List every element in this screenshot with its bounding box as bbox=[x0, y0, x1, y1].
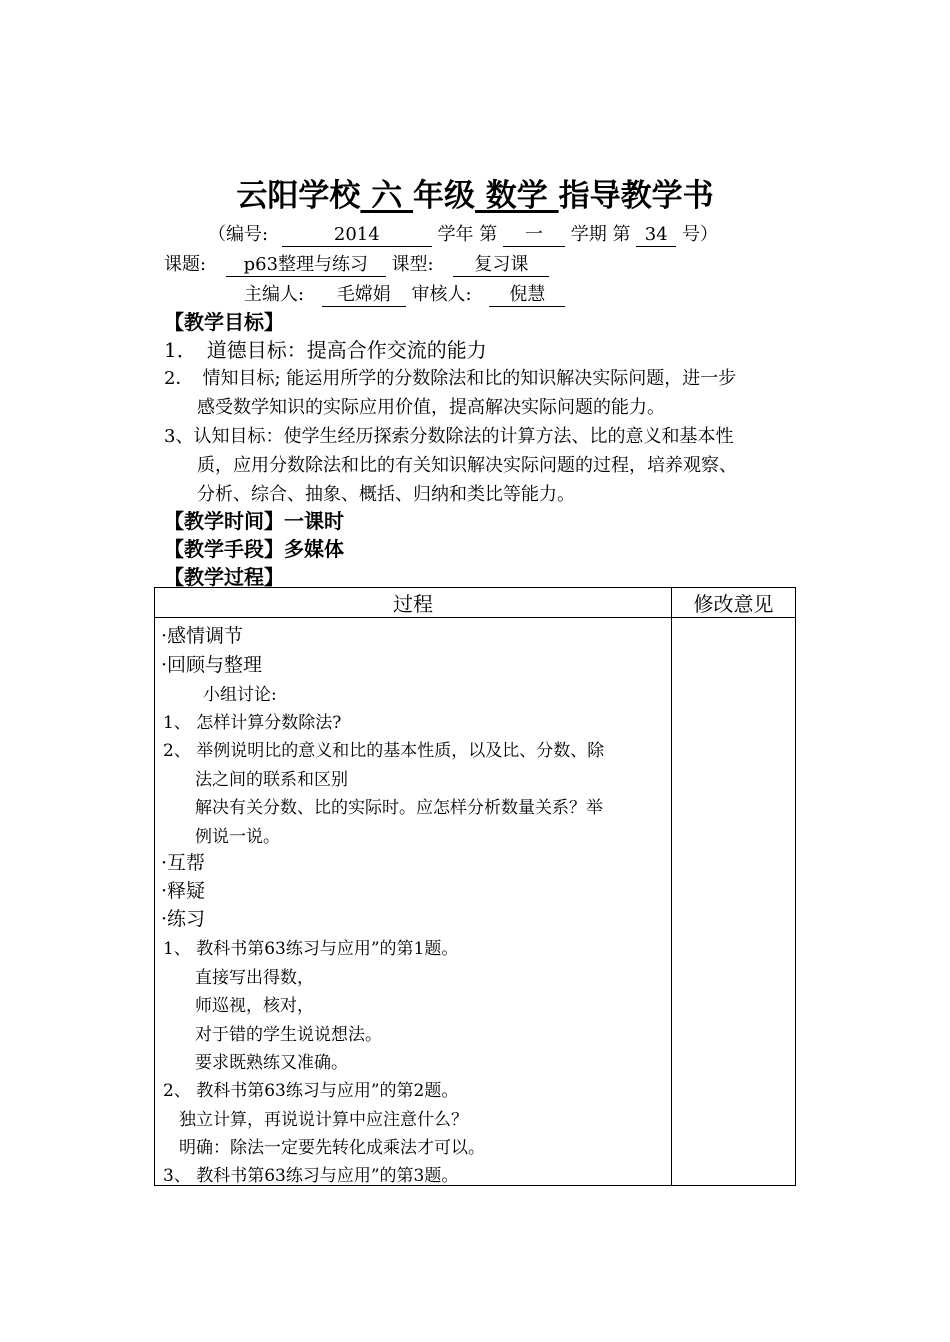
process-heading: 【教学过程】 bbox=[164, 565, 284, 589]
line-ex1-c: 对于错的学生说说想法。 bbox=[195, 1025, 382, 1045]
number-close-label: 号） bbox=[681, 224, 718, 245]
process-table bbox=[154, 587, 796, 1186]
topic-label: 课题: bbox=[164, 254, 207, 275]
goal-item-3-line-3: 分析、综合、抽象、概括、归纳和类比等能力。 bbox=[197, 484, 575, 505]
number-line bbox=[208, 220, 718, 247]
type-label: 课型: bbox=[391, 254, 434, 275]
table-header-row bbox=[155, 588, 796, 618]
topic-value: p63整理与练习 bbox=[226, 254, 386, 277]
number-open-label: （编号: bbox=[208, 224, 269, 245]
title-subject: 数学 bbox=[475, 178, 559, 214]
topic-line bbox=[164, 250, 549, 277]
line-ex3: 3、 教科书第63练习与应用”的第3题。 bbox=[163, 1166, 459, 1186]
line-help: ·互帮 bbox=[161, 852, 206, 874]
table-body-row bbox=[155, 618, 796, 1186]
editor-label: 主编人: bbox=[244, 284, 305, 305]
process-content bbox=[155, 618, 671, 1185]
title-grade-suffix: 年级 bbox=[413, 178, 475, 214]
line-ex2-a: 独立计算，再说说计算中应注意什么？ bbox=[179, 1110, 468, 1130]
year-label: 学年 第 bbox=[437, 224, 498, 245]
line-q2b: 法之间的联系和区别 bbox=[195, 770, 348, 790]
goal-item-3-line-2: 质，应用分数除法和比的有关知识解决实际问题的过程，培养观察、 bbox=[197, 455, 737, 476]
title-school: 云阳学校 bbox=[236, 178, 361, 214]
page-title bbox=[0, 170, 950, 215]
line-group-discuss: 小组讨论: bbox=[203, 685, 277, 705]
goals-heading: 【教学目标】 bbox=[164, 310, 284, 334]
reviewer-label: 审核人: bbox=[411, 284, 472, 305]
line-ex2: 2、 教科书第63练习与应用”的第2题。 bbox=[163, 1081, 459, 1101]
header-comments: 修改意见 bbox=[672, 588, 796, 618]
teaching-time: 【教学时间】一课时 bbox=[164, 509, 344, 533]
line-q3b: 例说一说。 bbox=[195, 827, 280, 847]
process-cell bbox=[155, 618, 672, 1186]
teaching-means: 【教学手段】多媒体 bbox=[164, 537, 344, 561]
line-ex1-b: 师巡视，核对， bbox=[195, 996, 314, 1016]
type-value: 复习课 bbox=[453, 254, 549, 277]
number-value: 34 bbox=[636, 224, 676, 247]
line-ex1-a: 直接写出得数， bbox=[195, 968, 314, 988]
line-emotion: ·感情调节 bbox=[161, 625, 244, 647]
year-value: 2014 bbox=[282, 224, 432, 247]
goal-item-2-line-2: 感受数学知识的实际应用价值，提高解决实际问题的能力。 bbox=[197, 397, 665, 418]
editor-value: 毛嫦娟 bbox=[322, 284, 406, 307]
line-review: ·回顾与整理 bbox=[161, 654, 263, 676]
term-label: 学期 第 bbox=[570, 224, 631, 245]
title-grade: 六 bbox=[360, 178, 413, 214]
line-ex2-b: 明确：除法一定要先转化成乘法才可以。 bbox=[179, 1138, 485, 1158]
header-process: 过程 bbox=[155, 588, 672, 618]
line-q2a: 2、 举例说明比的意义和比的基本性质，以及比、分数、除 bbox=[163, 741, 605, 761]
editor-line bbox=[244, 280, 565, 307]
reviewer-value: 倪慧 bbox=[489, 284, 565, 307]
term-value: 一 bbox=[503, 224, 565, 247]
goal-item-2-line-1: 2． 情知目标; 能运用所学的分数除法和比的知识解决实际问题，进一步 bbox=[164, 368, 737, 389]
line-clarify: ·释疑 bbox=[161, 880, 206, 902]
goal-item-3-line-1: 3、认知目标：使学生经历探索分数除法的计算方法、比的意义和基本性 bbox=[164, 426, 734, 447]
line-practice: ·练习 bbox=[161, 908, 206, 930]
comments-cell bbox=[672, 618, 796, 1186]
line-ex1-d: 要求既熟练又准确。 bbox=[195, 1053, 348, 1073]
line-ex1: 1、 教科书第63练习与应用”的第1题。 bbox=[163, 939, 459, 959]
line-q3a: 解决有关分数、比的实际时。应怎样分析数量关系？举 bbox=[195, 798, 603, 818]
line-q1: 1、 怎样计算分数除法? bbox=[163, 713, 342, 733]
goal-item-1: 1． 道德目标：提高合作交流的能力 bbox=[164, 338, 487, 362]
title-suffix: 指导教学书 bbox=[558, 178, 714, 214]
